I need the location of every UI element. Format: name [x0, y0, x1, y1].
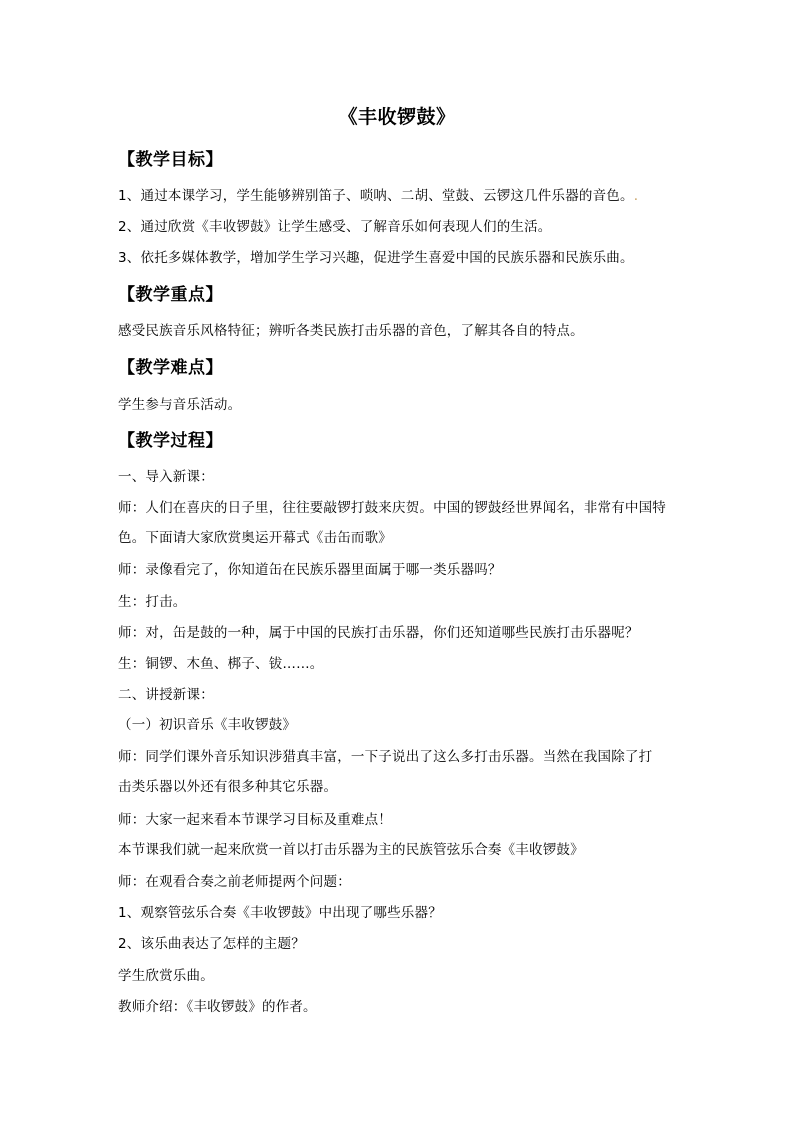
process-line: 学生欣赏乐曲。	[118, 968, 214, 984]
process-line: 色。下面请大家欣赏奥运开幕式《击缶而歌》	[118, 530, 392, 546]
process-line: 生：打击。	[118, 594, 187, 610]
difficulties-text: 学生参与音乐活动。	[118, 397, 242, 413]
goal-item-1-text: 1、通过本课学习，学生能够辨别笛子、唢呐、二胡、堂鼓、云锣这几件乐器的音色。	[118, 188, 634, 204]
heading-difficulties: 【教学难点】	[118, 358, 223, 378]
process-line: 一、导入新课：	[118, 469, 214, 485]
process-line: 师：录像看完了，你知道缶在民族乐器里面属于哪一类乐器吗？	[118, 562, 502, 578]
heading-teaching-goals: 【教学目标】	[118, 150, 223, 170]
process-line: 本节课我们就一起来欣赏一首以打击乐器为主的民族管弦乐合奏《丰收锣鼓》	[118, 842, 584, 858]
heading-key-points: 【教学重点】	[118, 285, 223, 305]
process-line: 师：大家一起来看本节课学习目标及重难点！	[118, 812, 392, 828]
goal-item-1	[118, 186, 688, 206]
process-line: 击类乐器以外还有很多种其它乐器。	[118, 779, 338, 795]
process-line: 二、讲授新课：	[118, 687, 214, 703]
process-line: 师：对，缶是鼓的一种，属于中国的民族打击乐器，你们还知道哪些民族打击乐器呢？	[118, 625, 639, 641]
process-line: 师：人们在喜庆的日子里，往往要敲锣打鼓来庆贺。中国的锣鼓经世界闻名，非常有中国特	[118, 500, 666, 516]
process-line: 师：同学们课外音乐知识涉猎真丰富，一下子说出了这么多打击乐器。当然在我国除了打	[118, 749, 653, 765]
trailing-mark: .	[633, 188, 639, 204]
key-points-text: 感受民族音乐风格特征；辨听各类民族打击乐器的音色，了解其各自的特点。	[118, 323, 584, 339]
goal-item-3: 3、依托多媒体教学，增加学生学习兴趣，促进学生喜爱中国的民族乐器和民族乐曲。	[118, 250, 634, 266]
process-line: 2、该乐曲表达了怎样的主题？	[118, 936, 305, 952]
document-title: 《丰收锣鼓》	[338, 106, 456, 128]
process-line: 师：在观看合奏之前老师提两个问题：	[118, 874, 351, 890]
process-line: （一）初识音乐《丰收锣鼓》	[118, 717, 297, 733]
process-line: 教师介绍：《丰收锣鼓》的作者。	[118, 999, 317, 1015]
process-line: 生：铜锣、木鱼、梆子、钹……。	[118, 656, 324, 672]
goal-item-2: 2、通过欣赏《丰收锣鼓》让学生感受、了解音乐如何表现人们的生活。	[118, 219, 552, 235]
heading-process: 【教学过程】	[118, 431, 223, 451]
process-line: 1、观察管弦乐合奏《丰收锣鼓》中出现了哪些乐器？	[118, 905, 442, 921]
